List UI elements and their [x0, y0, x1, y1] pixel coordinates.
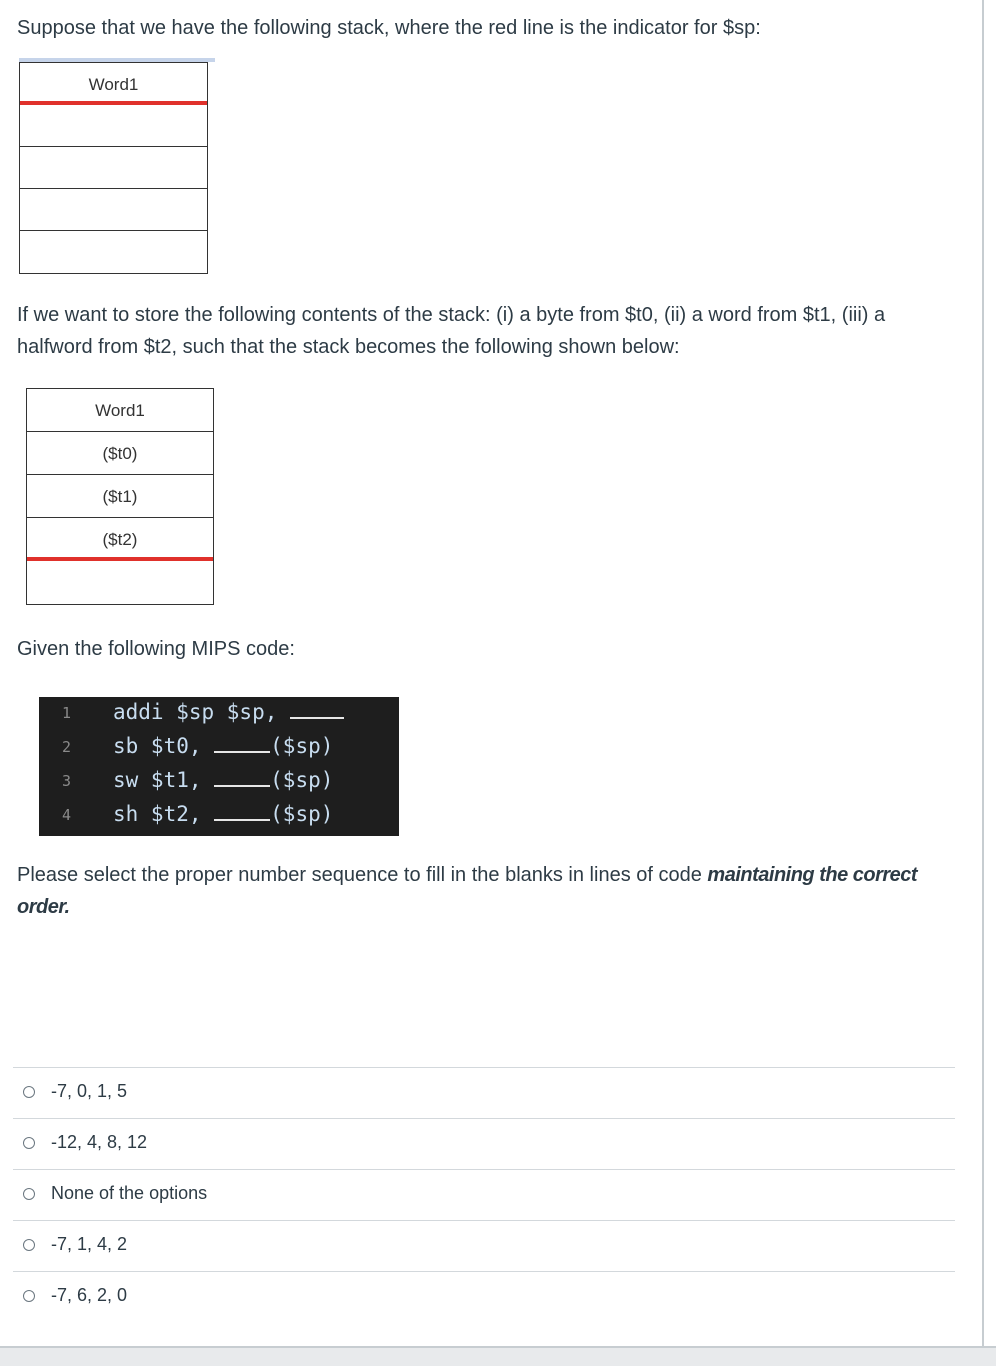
code-block: [39, 697, 399, 836]
radio-icon[interactable]: [23, 1239, 35, 1251]
answer-option[interactable]: [13, 1118, 955, 1169]
code-text: sw $t1, ($sp): [113, 768, 334, 792]
option-label[interactable]: None of the options: [51, 1183, 208, 1203]
given-text: Given the following MIPS code:: [17, 638, 295, 660]
radio-icon[interactable]: [23, 1086, 35, 1098]
stack-cell: Word1: [20, 63, 207, 105]
line-number: 1: [61, 704, 71, 722]
line-number: 3: [61, 772, 71, 790]
stack-cell: [20, 147, 207, 189]
code-line: [39, 765, 399, 799]
store-text: If we want to store the following contents of the stack: (i) a byte from $t0, (ii) a word from $t1, (iii) a halfword from $t2, such that the stack becomes the following shown below:: [17, 304, 886, 358]
line-number: 2: [61, 738, 71, 756]
stack-after-diagram: [26, 388, 214, 605]
stack-cell: ($t2): [27, 518, 213, 561]
stack-cell: ($t1): [27, 475, 213, 518]
page-right-border: [982, 0, 984, 1348]
prompt-text: Please select the proper number sequence to fill in the blanks in lines of code maintaining the correct order.: [17, 864, 918, 918]
line-number: 4: [61, 806, 71, 824]
stack-cell: [20, 231, 207, 273]
prompt-emphasis: maintaining the correct order.: [17, 864, 918, 918]
radio-icon[interactable]: [23, 1290, 35, 1302]
answer-option[interactable]: [13, 1067, 955, 1118]
answer-option[interactable]: [13, 1220, 955, 1271]
code-text: sb $t0, ($sp): [113, 734, 334, 758]
answer-options: [13, 1067, 955, 1322]
stack-cell: ($t0): [27, 432, 213, 475]
code-text: addi $sp $sp,: [113, 700, 344, 724]
code-blank: [214, 771, 270, 787]
radio-icon[interactable]: [23, 1137, 35, 1149]
stack-cell: [20, 189, 207, 231]
intro-text: Suppose that we have the following stack, where the red line is the indicator for $sp:: [17, 17, 761, 39]
code-blank: [290, 703, 344, 719]
code-blank: [214, 737, 270, 753]
code-line: [39, 799, 399, 833]
stack-cell: Word1: [27, 389, 213, 432]
code-text: sh $t2, ($sp): [113, 802, 334, 826]
option-label[interactable]: -7, 1, 4, 2: [51, 1234, 128, 1254]
option-label[interactable]: -12, 4, 8, 12: [51, 1132, 148, 1152]
stack-cell: [27, 561, 213, 604]
option-label[interactable]: -7, 0, 1, 5: [51, 1081, 128, 1101]
option-label[interactable]: -7, 6, 2, 0: [51, 1285, 128, 1305]
code-blank: [214, 805, 270, 821]
page-bottom-bar: [0, 1346, 996, 1366]
stack-before-diagram: [19, 62, 208, 274]
radio-icon[interactable]: [23, 1188, 35, 1200]
code-line: [39, 697, 399, 731]
stack-cell: [20, 105, 207, 147]
answer-option[interactable]: [13, 1271, 955, 1322]
answer-option[interactable]: [13, 1169, 955, 1220]
code-line: [39, 731, 399, 765]
